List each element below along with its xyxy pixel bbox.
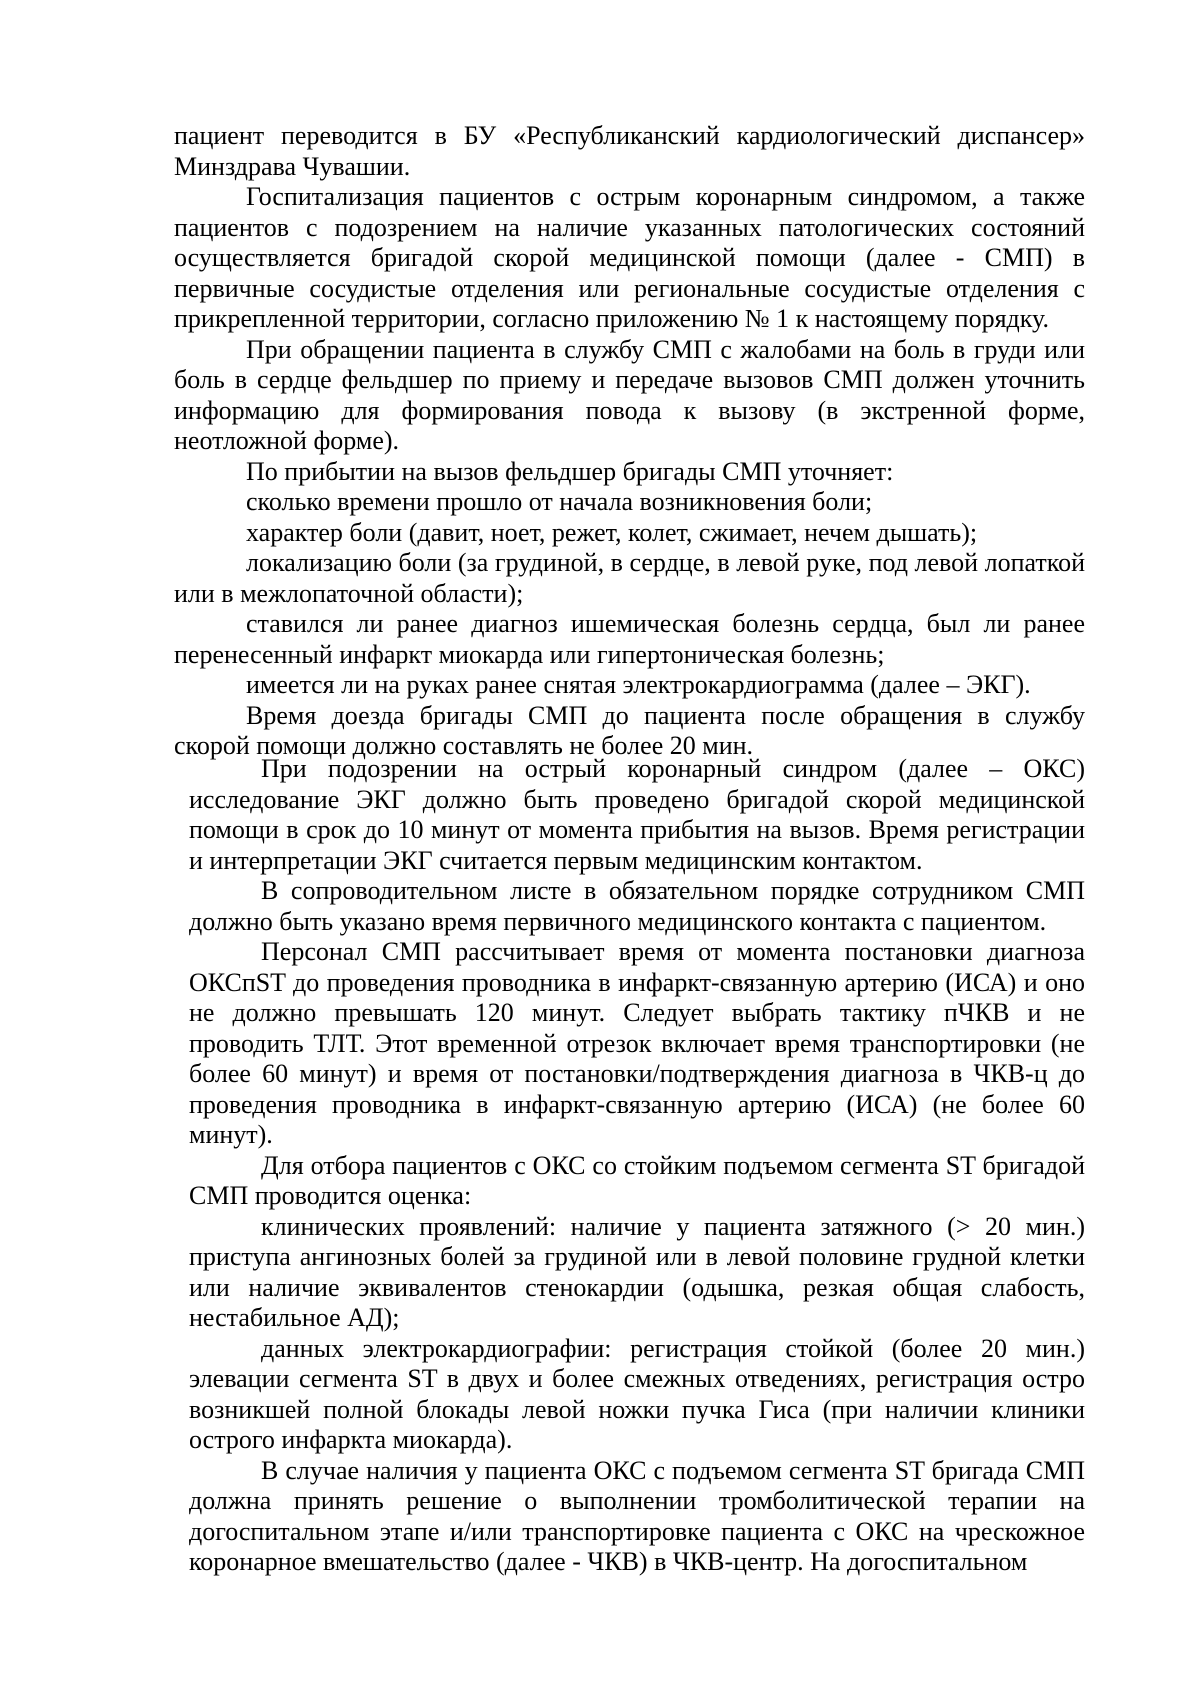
paragraph: При обращении пациента в службу СМП с жалобами на боль в груди или боль в сердце фельдшер по приему и передаче вызовов СМП должен уточнить информацию для формирования повода к вызову (в экстренной форме, неотложной форме). (174, 334, 1085, 455)
paragraph: данных электрокардиографии: регистрация стойкой (более 20 мин.) элевации сегмента ST в двух и более смежных отведениях, регистрация остро возникшей полной блокады левой ножки пучка Гиса (при наличии клиники острого инфаркта миокарда). (189, 1333, 1085, 1454)
paragraph: В случае наличия у пациента ОКС с подъемом сегмента ST бригада СМП должна принять решение о выполнении тромболитической терапии на догоспитальном этапе и/или транспортировке пациента с ОКС на чрескожное коронарное вмешательство (далее - ЧКВ) в ЧКВ-центр. На догоспитальном (189, 1455, 1085, 1576)
paragraph: Персонал СМП рассчитывает время от момента постановки диагноза ОКСпST до проведения проводника в инфаркт-связанную артерию (ИСА) и оно не должно превышать 120 минут. Следует выбрать тактику пЧКВ и не проводить ТЛТ. Этот временной отрезок включает время транспортировки (не более 60 минут) и время от постановки/подтверждения диагноза в ЧКВ-ц до проведения проводника в инфаркт-связанную артерию (ИСА) (не более 60 минут). (189, 937, 1085, 1149)
paragraph: характер боли (давит, ноет, режет, колет, сжимает, нечем дышать); (246, 517, 978, 547)
paragraph: ставился ли ранее диагноз ишемическая болезнь сердца, был ли ранее перенесенный инфаркт миокарда или гипертоническая болезнь; (174, 609, 1085, 669)
paragraph: Госпитализация пациентов с острым коронарным синдромом, а также пациентов с подозрением на наличие указанных патологических состояний осуществляется бригадой скорой медицинской помощи (далее - СМП) в первичные сосудистые отделения или региональные сосудистые отделения с прикрепленной территории, согласно приложению № 1 к настоящему порядку. (174, 182, 1085, 333)
paragraph: При подозрении на острый коронарный синдром (далее – ОКС) исследование ЭКГ должно быть проведено бригадой скорой медицинской помощи в срок до 10 минут от момента прибытия на вызов. Время регистрации и интерпретации ЭКГ считается первым медицинским контактом. (189, 754, 1085, 875)
paragraph: Для отбора пациентов с ОКС со стойким подъемом сегмента ST бригадой СМП проводится оценка: (189, 1150, 1085, 1210)
paragraph: клинических проявлений: наличие у пациента затяжного (> 20 мин.) приступа ангинозных болей за грудиной или в левой половине грудной клетки или наличие эквивалентов стенокардии (одышка, резкая общая слабость, нестабильное АД); (189, 1211, 1085, 1332)
paragraph: локализацию боли (за грудиной, в сердце, в левой руке, под левой лопаткой или в межлопаточной области); (174, 548, 1085, 608)
text-block-lower (189, 754, 1085, 1578)
paragraph: имеется ли на руках ранее снятая электрокардиограмма (далее – ЭКГ). (246, 670, 1031, 699)
paragraph: По прибытии на вызов фельдшер бригады СМП уточняет: (246, 456, 894, 486)
paragraph: В сопроводительном листе в обязательном порядке сотрудником СМП должно быть указано время первичного медицинского контакта с пациентом. (189, 876, 1085, 936)
paragraph: Время доезда бригады СМП до пациента после обращения в службу скорой помощи должно составлять не более 20 мин. (174, 700, 1085, 760)
text-block-upper (174, 121, 1085, 762)
paragraph: пациент переводится в БУ «Республиканский кардиологический диспансер» Минздрава Чувашии. (174, 121, 1085, 181)
paragraph: сколько времени прошло от начала возникновения боли; (246, 487, 873, 516)
